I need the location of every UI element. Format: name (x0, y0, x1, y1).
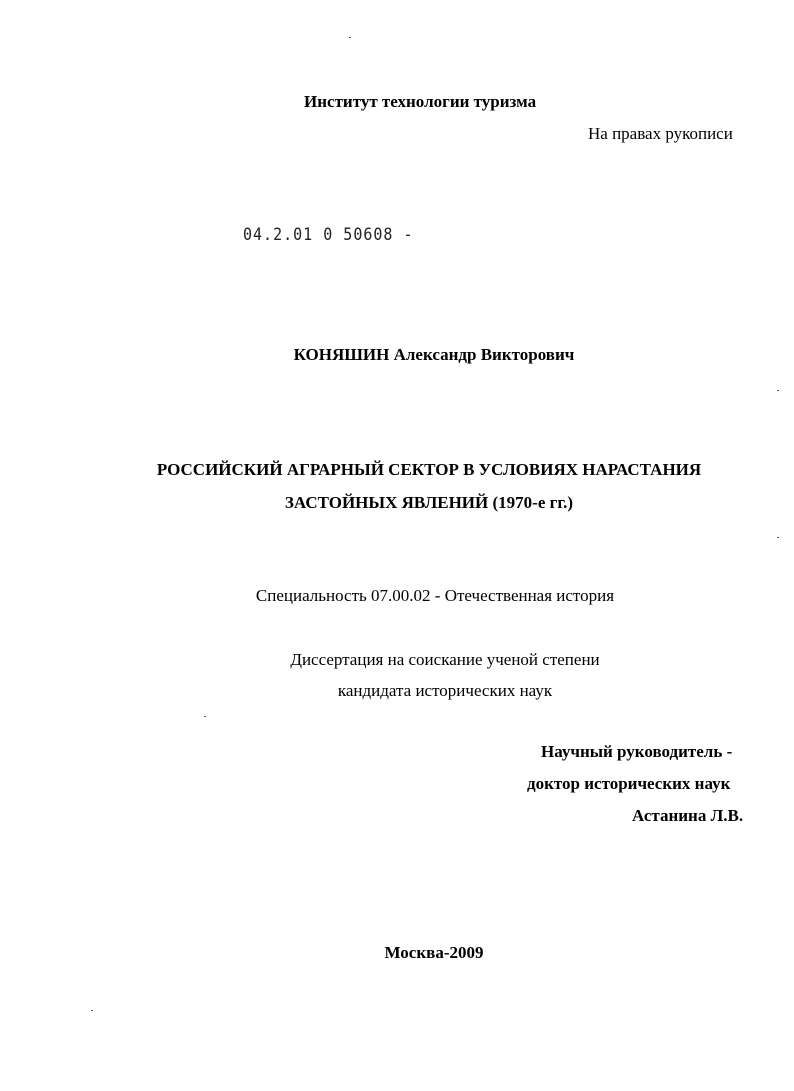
dissertation-line-1: Диссертация на соискание ученой степени (290, 650, 600, 669)
dissertation-line-2: кандидата исторических наук (337, 681, 553, 700)
scan-speck (777, 390, 779, 391)
specialty-line: Специальность 07.00.02 - Отечественная история (255, 586, 615, 605)
author-name: КОНЯШИН Александр Викторович (293, 345, 575, 364)
supervisor-role: Научный руководитель - (541, 742, 733, 761)
scan-speck (204, 716, 206, 717)
supervisor-name: Астанина Л.В. (632, 806, 744, 825)
city-year: Москва-2009 (384, 943, 484, 962)
scan-speck (91, 1010, 93, 1011)
title-line-2: ЗАСТОЙНЫХ ЯВЛЕНИЙ (1970-е гг.) (284, 493, 574, 512)
rights-note: На правах рукописи (588, 124, 733, 143)
supervisor-degree: доктор исторических наук (527, 774, 731, 793)
title-line-1: РОССИЙСКИЙ АГРАРНЫЙ СЕКТОР В УСЛОВИЯХ НАРАСТАНИЯ (156, 460, 702, 479)
scan-speck (349, 37, 351, 38)
registration-stamp: 04.2.01 0 50608 - (243, 223, 414, 245)
institute-name: Институт технологии туризма (304, 92, 537, 111)
scan-speck (777, 537, 779, 538)
